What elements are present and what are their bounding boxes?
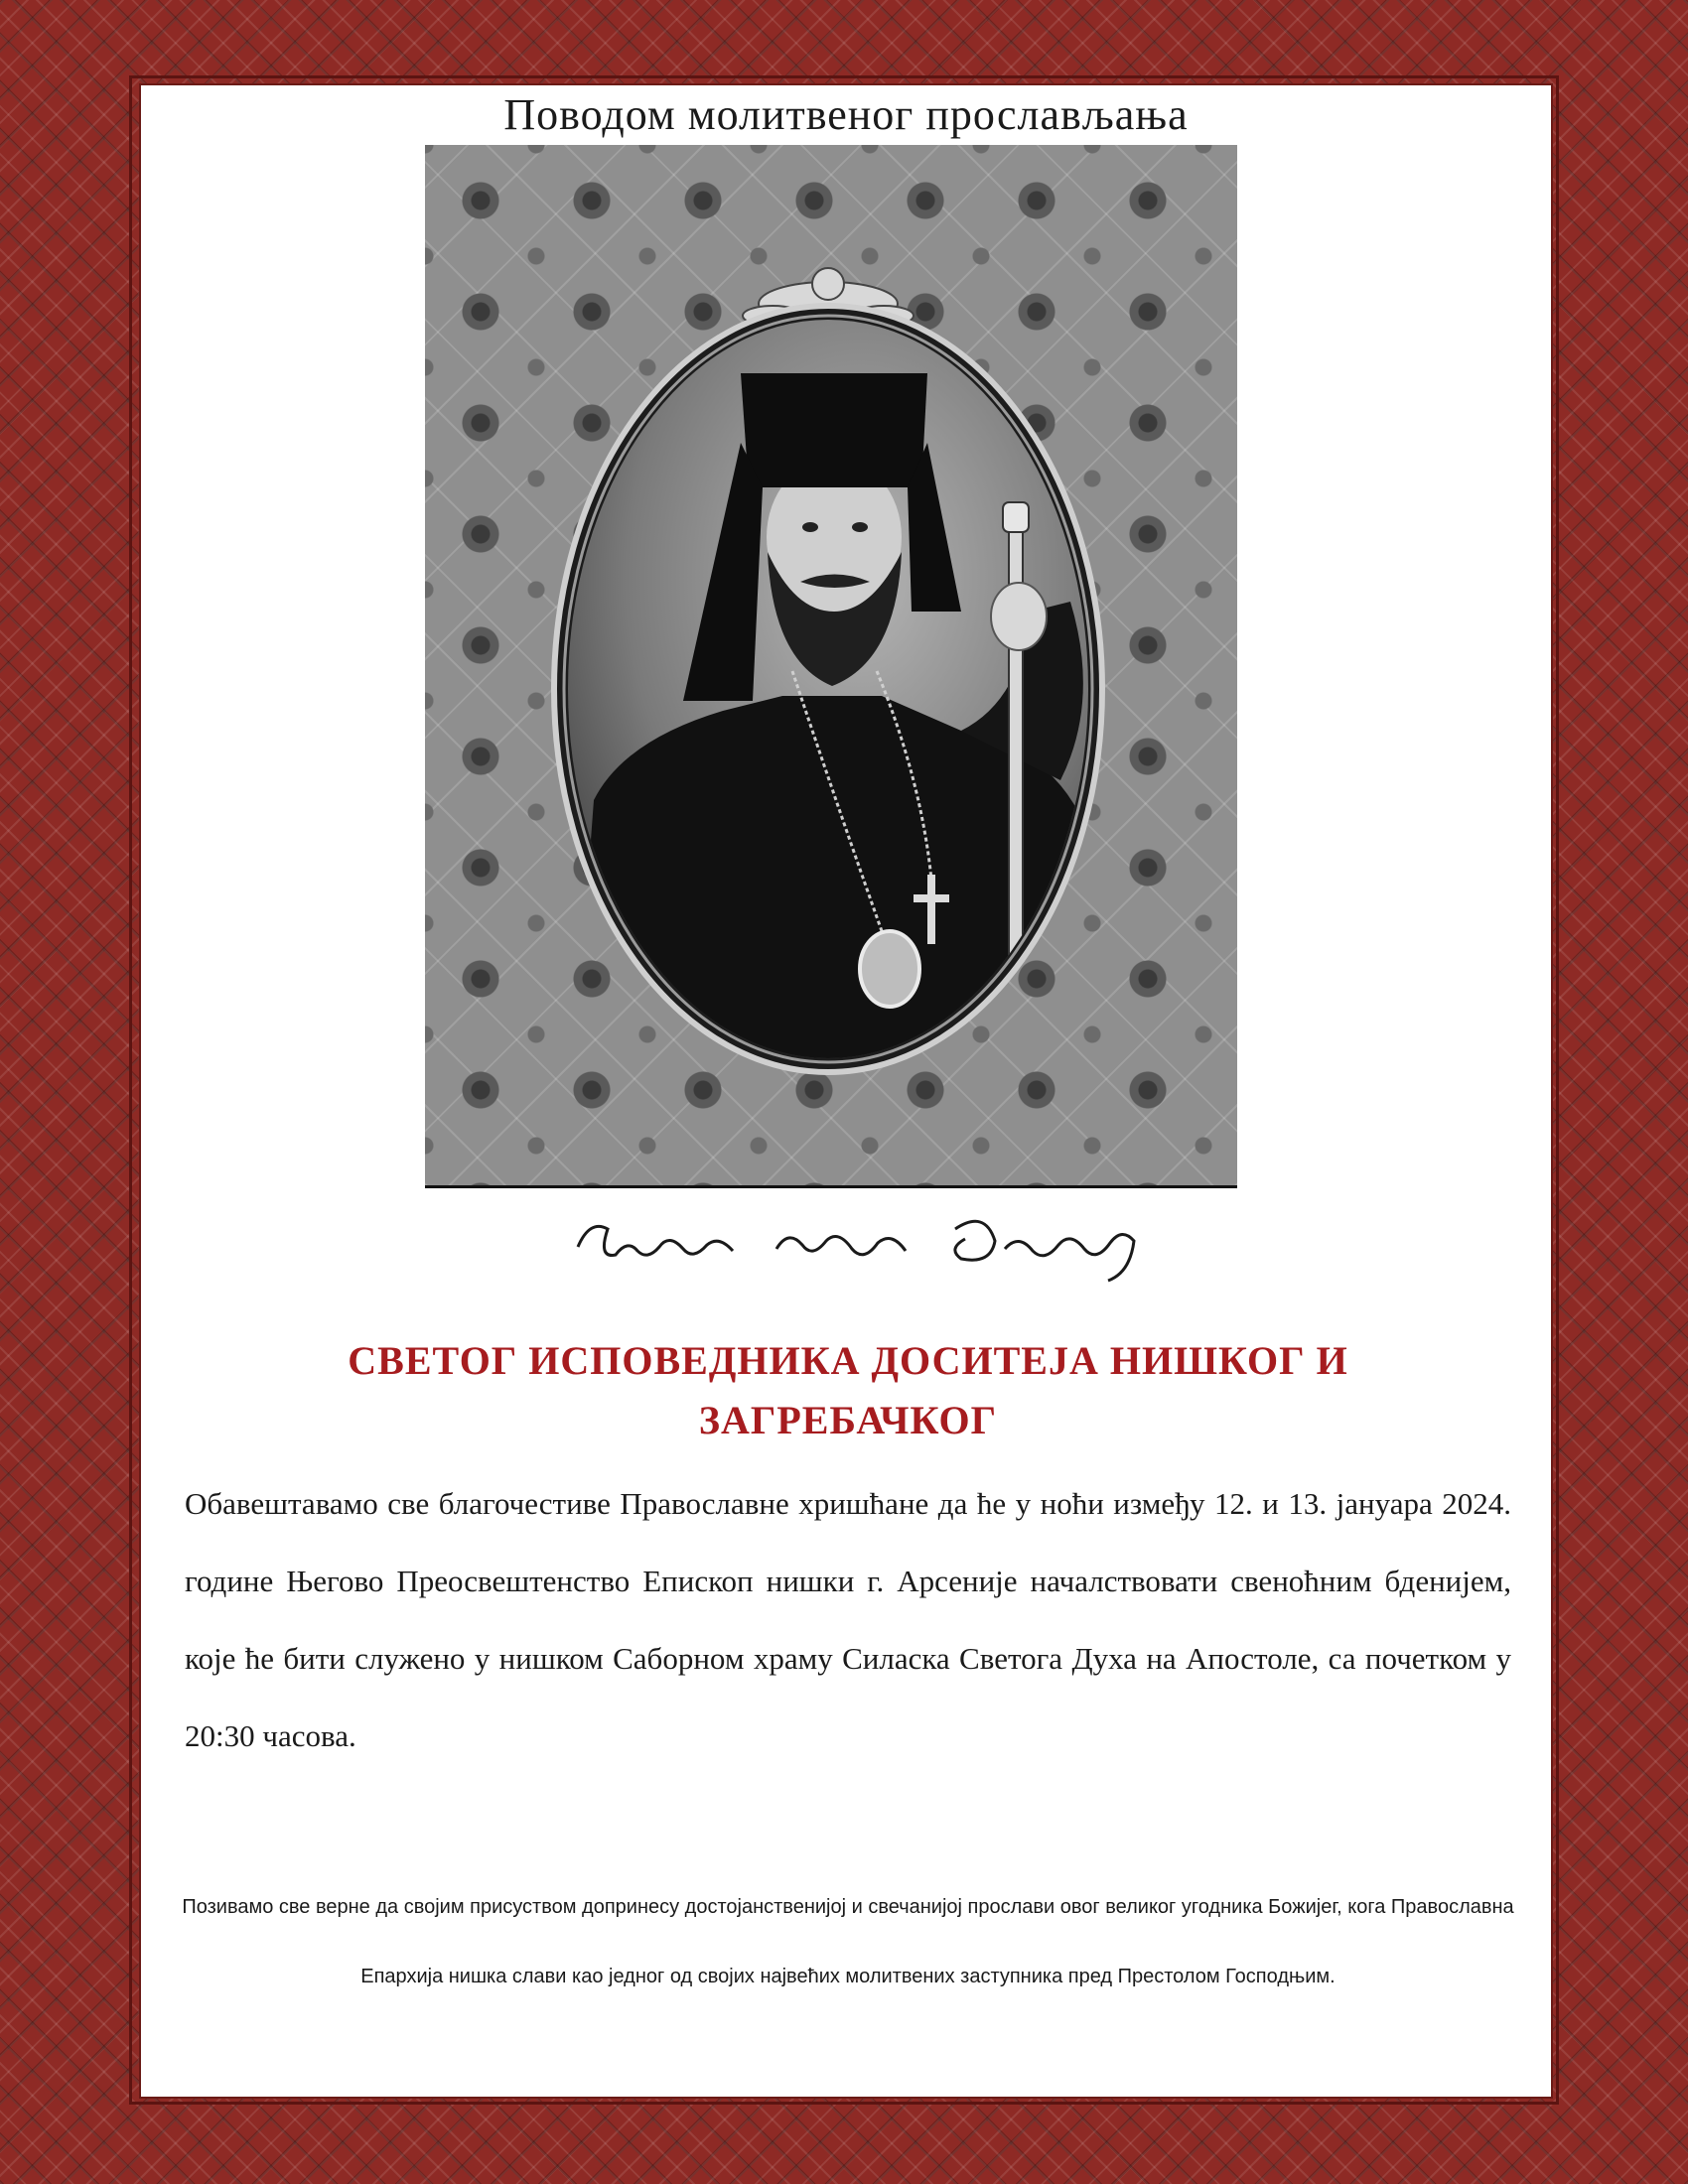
portrait-illustration bbox=[425, 145, 1237, 1185]
feast-heading: СВЕТОГ ИСПОВЕДНИКА ДОСИТЕЈА НИШКОГ И ЗАГРЕБАЧКОГ bbox=[348, 1338, 1348, 1442]
portrait-signature bbox=[141, 1189, 1551, 1289]
announcement-paragraph: Обавештавамо све благочестиве Православне хришћане да ће у ноћи између 12. и 13. јануара 2024. године Његово Преосвештенство Епископ нишки г. Арсеније началствовати свеноћним бденијем, које ће бити служено у нишком Саборном храму Силаска Светога Духа на Апостоле, са почетком у 20:30 часова. bbox=[185, 1486, 1511, 1753]
invitation-paragraph: Позивамо све верне да својим присуством допринесу достојанственијој и свечанијој прослави овог великог угодника Божијег, кога Православна Епархија нишка слави као једног од својих највећих молитвених заступника пред Престолом Господњим. bbox=[182, 1896, 1514, 1987]
occasion-text: Поводом молитвеног прослављања bbox=[503, 90, 1189, 139]
portrait-photo bbox=[425, 145, 1237, 1188]
poster-content bbox=[139, 83, 1553, 2099]
